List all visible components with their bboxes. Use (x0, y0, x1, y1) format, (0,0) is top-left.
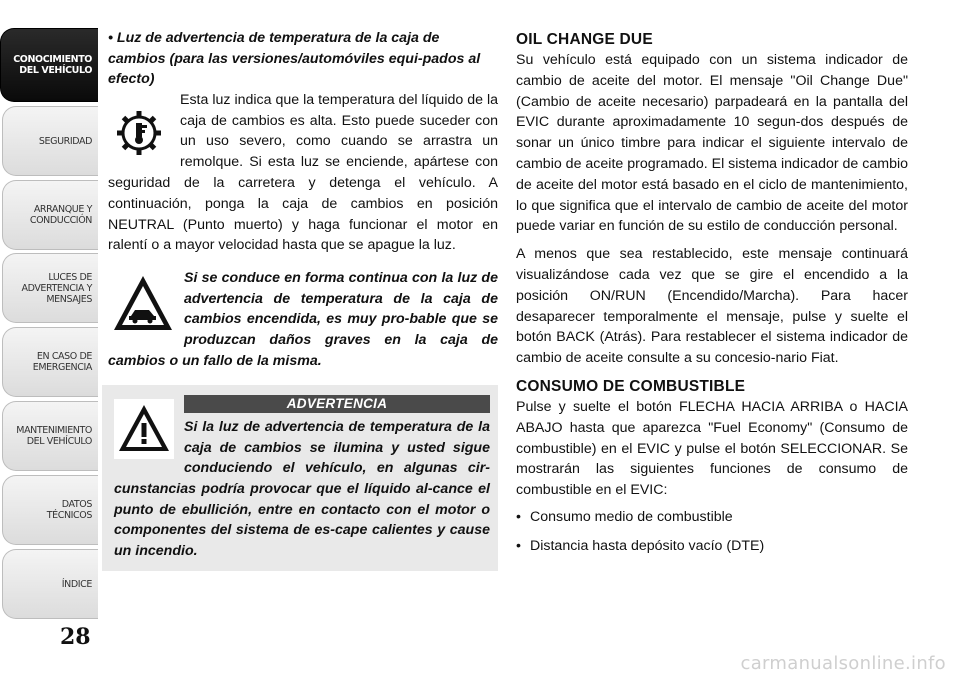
oil-change-paragraph-1: Su vehículo está equipado con un sistema indicador de cambio de aceite del motor. El mensaje "Oil Change Due" (Cambio de aceite necesario) parpadeará en la pantalla del EVIC durante aproximadamente 10 segun-dos después de sonar un único timbre para indicar el siguiente intervalo de cambio de aceite programado. El sistema indicador de cambio de aceite del motor está basado en el ciclo de mantenimiento, lo que significa que el intervalo de cambio de aceite del motor puede variar en función de su estilo de conducción personal. (516, 52, 908, 235)
caution-block (108, 268, 498, 371)
fuel-functions-list (516, 507, 908, 557)
list-item: • Distancia hasta depósito vacío (DTE) (516, 536, 908, 557)
transmission-temperature-icon (108, 102, 170, 164)
tab-conocimiento-del-vehiculo[interactable]: CONOCIMIENTO DEL VEHÍCULO (0, 28, 98, 102)
page-number: 28 (60, 624, 91, 650)
fuel-consumption-heading: CONSUMO DE COMBUSTIBLE (516, 377, 746, 395)
tab-luces-de-advertencia[interactable]: LUCES DE ADVERTENCIA Y MENSAJES (2, 253, 98, 323)
warning-icon-box (114, 399, 174, 459)
tab-arranque-y-conduccion[interactable]: ARRANQUE Y CONDUCCIÓN (2, 180, 98, 250)
warning-text: Si la luz de advertencia de temperatura de la caja de cambios se ilumina y usted sigue conduciendo el vehículo, en algunas cir-cunstancias podría provocar que el líquido al-cance el punto de ebullición, entre en contacto con el motor o componentes del sistema de es-cape calientes y cause un incendio. (114, 419, 490, 559)
caution-car-icon (112, 274, 174, 332)
fuel-consumption-paragraph: Pulse y suelte el botón FLECHA HACIA ARRIBA o HACIA ABAJO hasta que aparezca "Fuel Economy" (Consumo de combustible) en el EVIC y pulse el botón SELECCIONAR. Se mostrarán las siguientes funciones de consumo de combustible en el EVIC: (516, 398, 908, 499)
caution-text: Si se conduce en forma continua con la luz de advertencia de temperatura de la caja de cambios encendida, es muy pro-bable que se produzcan daños graves en la caja de cambios o un fallo de la misma. (108, 270, 498, 369)
warning-box (102, 385, 498, 571)
warning-icon (114, 399, 174, 459)
tab-datos-tecnicos[interactable]: DATOS TÉCNICOS (2, 475, 98, 545)
list-item: • Consumo medio de combustible (516, 507, 908, 528)
right-column (516, 30, 908, 565)
tab-indice[interactable]: ÍNDICE (2, 549, 98, 619)
transmission-temp-body: Esta luz indica que la temperatura del líquido de la caja de cambios es alta. Esto puede suceder con un uso severo, como cuando se arrastra un remolque. Si esta luz se enciende, apártese con seguridad de la carretera y detenga el vehículo. A continuación, ponga la caja de cambios en posición NEUTRAL (Punto muerto) y haga funcionar el motor en ralentí o a mayor velocidad hasta que se apague la luz. (108, 91, 498, 254)
tab-en-caso-de-emergencia[interactable]: EN CASO DE EMERGENCIA (2, 327, 98, 397)
section-tabs (0, 0, 98, 620)
transmission-temp-heading: • Luz de advertencia de temperatura de la caja de cambios (para las versiones/automóviles equi-pados al efecto) (108, 30, 481, 88)
left-column (108, 28, 498, 571)
oil-change-heading: OIL CHANGE DUE (516, 31, 653, 48)
warning-title: ADVERTENCIA (184, 395, 490, 413)
oil-change-paragraph-2: A menos que sea restablecido, este mensaje continuará visualizándose cada vez que se gire el encendido a la posición ON/RUN (Encendido/Marcha). Para hacer desaparecer temporalmente el mensaje, pulse y suelte el botón BACK (Atrás). Para restablecer el sistema indicador de cambio de aceite consulte a su concesio-nario Fiat. (516, 246, 908, 367)
tab-seguridad[interactable]: SEGURIDAD (2, 106, 98, 176)
tab-mantenimiento[interactable]: MANTENIMIENTO DEL VEHÍCULO (2, 401, 98, 471)
watermark: carmanualsonline.info (740, 653, 946, 674)
